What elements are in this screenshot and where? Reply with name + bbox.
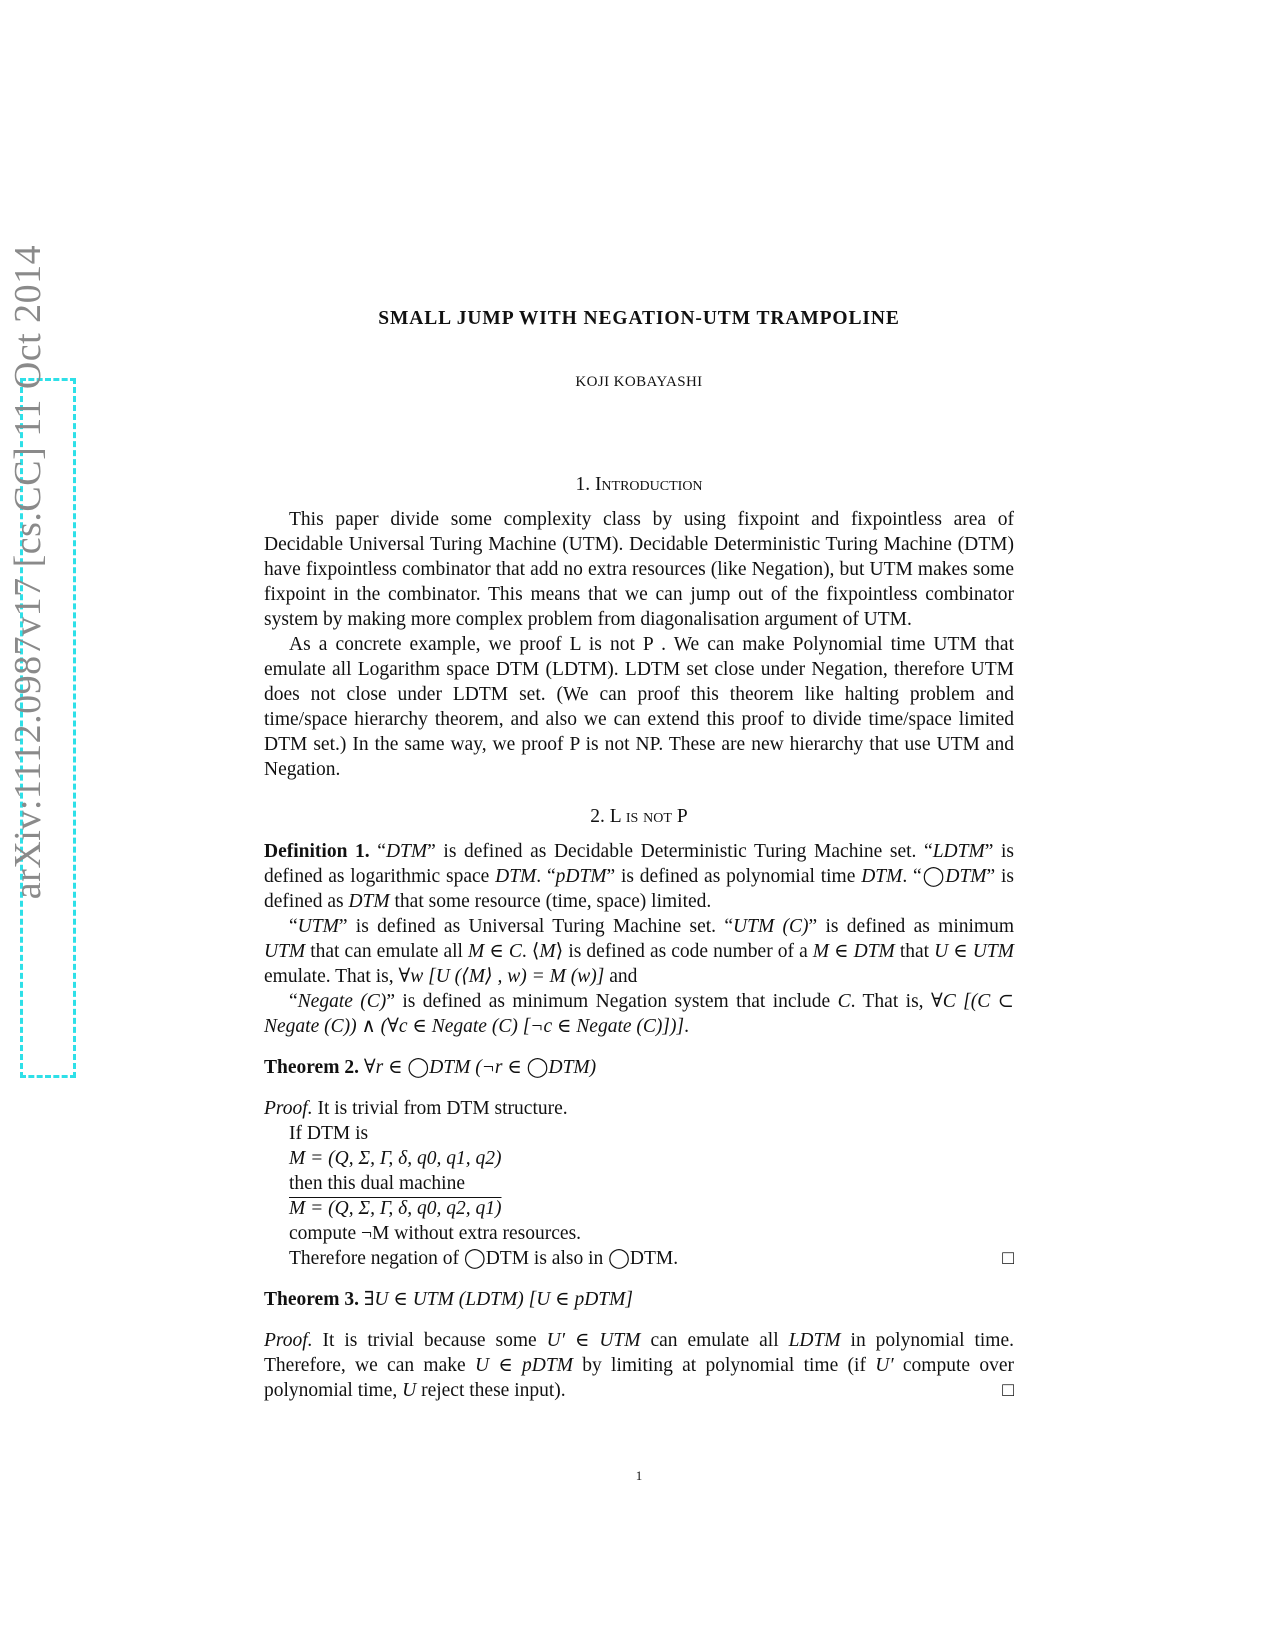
paper-title: SMALL JUMP WITH NEGATION-UTM TRAMPOLINE <box>378 308 900 329</box>
qed-symbol: □ <box>1002 1380 1014 1401</box>
theorem-2 <box>264 1055 1014 1080</box>
section-title: L is not P <box>609 806 688 827</box>
proof-label: Proof. <box>264 1098 313 1119</box>
paper-body <box>264 472 1014 1403</box>
proof-2-line-5: Therefore negation of ◯DTM is also in ◯DTM. □ <box>289 1248 1014 1269</box>
definition-1-paragraph-3: “Negate (C)” is defined as minimum Negation system that include C. That is, ∀C [(C ⊂ Negate (C)) ∧ (∀c ∈ Negate (C) [¬c ∈ Negate (C)])]. <box>264 991 1014 1037</box>
definition-1-paragraph-2: “UTM” is defined as Universal Turing Machine set. “UTM (C)” is defined as minimum UTM that can emulate all M ∈ C. ⟨M⟩ is defined as code number of a M ∈ DTM that U ∈ UTM emulate. That is, ∀w [U (⟨M⟩ , w) = M (w)] and <box>264 916 1014 987</box>
proof-2-line-1: Proof. It is trivial from DTM structure. <box>264 1098 568 1119</box>
theorem-statement: ∀r ∈ ◯DTM (¬r ∈ ◯DTM) <box>363 1057 597 1078</box>
definition-1-paragraph-1: Definition 1. “DTM” is defined as Decidable Deterministic Turing Machine set. “LDTM” is defined as logarithmic space DTM. “pDTM” is defined as polynomial time DTM. “◯DTM” is defined as DTM that some resource (time, space) limited. <box>264 841 1015 912</box>
proof-2-line-2: If DTM is <box>289 1123 369 1144</box>
proof-3: Proof. It is trivial because some U′ ∈ UTM can emulate all LDTM in polynomial time. Therefore, we can make U ∈ pDTM by limiting at polynomial time (if U′ compute over polynomial time, U reject these input). □ <box>264 1330 1014 1401</box>
theorem-statement: ∃U ∈ UTM (LDTM) [U ∈ pDTM] <box>363 1289 633 1310</box>
proof-label: Proof. <box>264 1330 313 1351</box>
section-title: Introduction <box>594 474 703 495</box>
definition-label: Definition 1. <box>264 841 370 862</box>
intro-paragraph-2: As a concrete example, we proof L is not P . We can make Polynomial time UTM that emulate all Logarithm space DTM (LDTM). LDTM set close under Negation, therefore UTM does not close under LDTM set. (We can proof this theorem like halting problem and time/space hierarchy theorem, and also we can extend this proof to divide time/space limited DTM set.) In the same way, we proof P is not NP. These are new hierarchy that use UTM and Negation. <box>264 634 1014 780</box>
proof-2-equation-1: M = (Q, Σ, Γ, δ, q0, q1, q2) <box>289 1148 502 1169</box>
theorem-label: Theorem 3. <box>264 1289 359 1310</box>
intro-paragraph-1: This paper divide some complexity class by using fixpoint and fixpointless area of Decidable Universal Turing Machine (UTM). Decidable Deterministic Turing Machine (DTM) have fixpointless combinator that add no extra resources (like Negation), but UTM makes some fixpoint in the combinator. This means that we can jump out of the fixpointless combinator system by making more complex problem from diagonalisation argument of UTM. <box>264 509 1014 630</box>
section-number: 1. <box>575 474 591 495</box>
arxiv-stamp: arXiv:1112.0987v17 [cs.CC] 11 Oct 2014 <box>7 244 49 900</box>
section-heading-l-is-not-p <box>264 804 1014 829</box>
theorem-3 <box>264 1287 1014 1312</box>
page-number: 1 <box>635 1468 643 1483</box>
proof-2-equation-2: M = (Q, Σ, Γ, δ, q0, q2, q1) <box>289 1198 502 1219</box>
paper-author: KOJI KOBAYASHI <box>575 374 703 390</box>
theorem-label: Theorem 2. <box>264 1057 359 1078</box>
proof-2-line-4: compute ¬M without extra resources. <box>289 1223 582 1244</box>
qed-symbol: □ <box>1002 1248 1014 1269</box>
proof-2-line-3: then this dual machine <box>289 1173 465 1194</box>
section-heading-introduction <box>264 472 1014 497</box>
section-number: 2. <box>590 806 605 827</box>
